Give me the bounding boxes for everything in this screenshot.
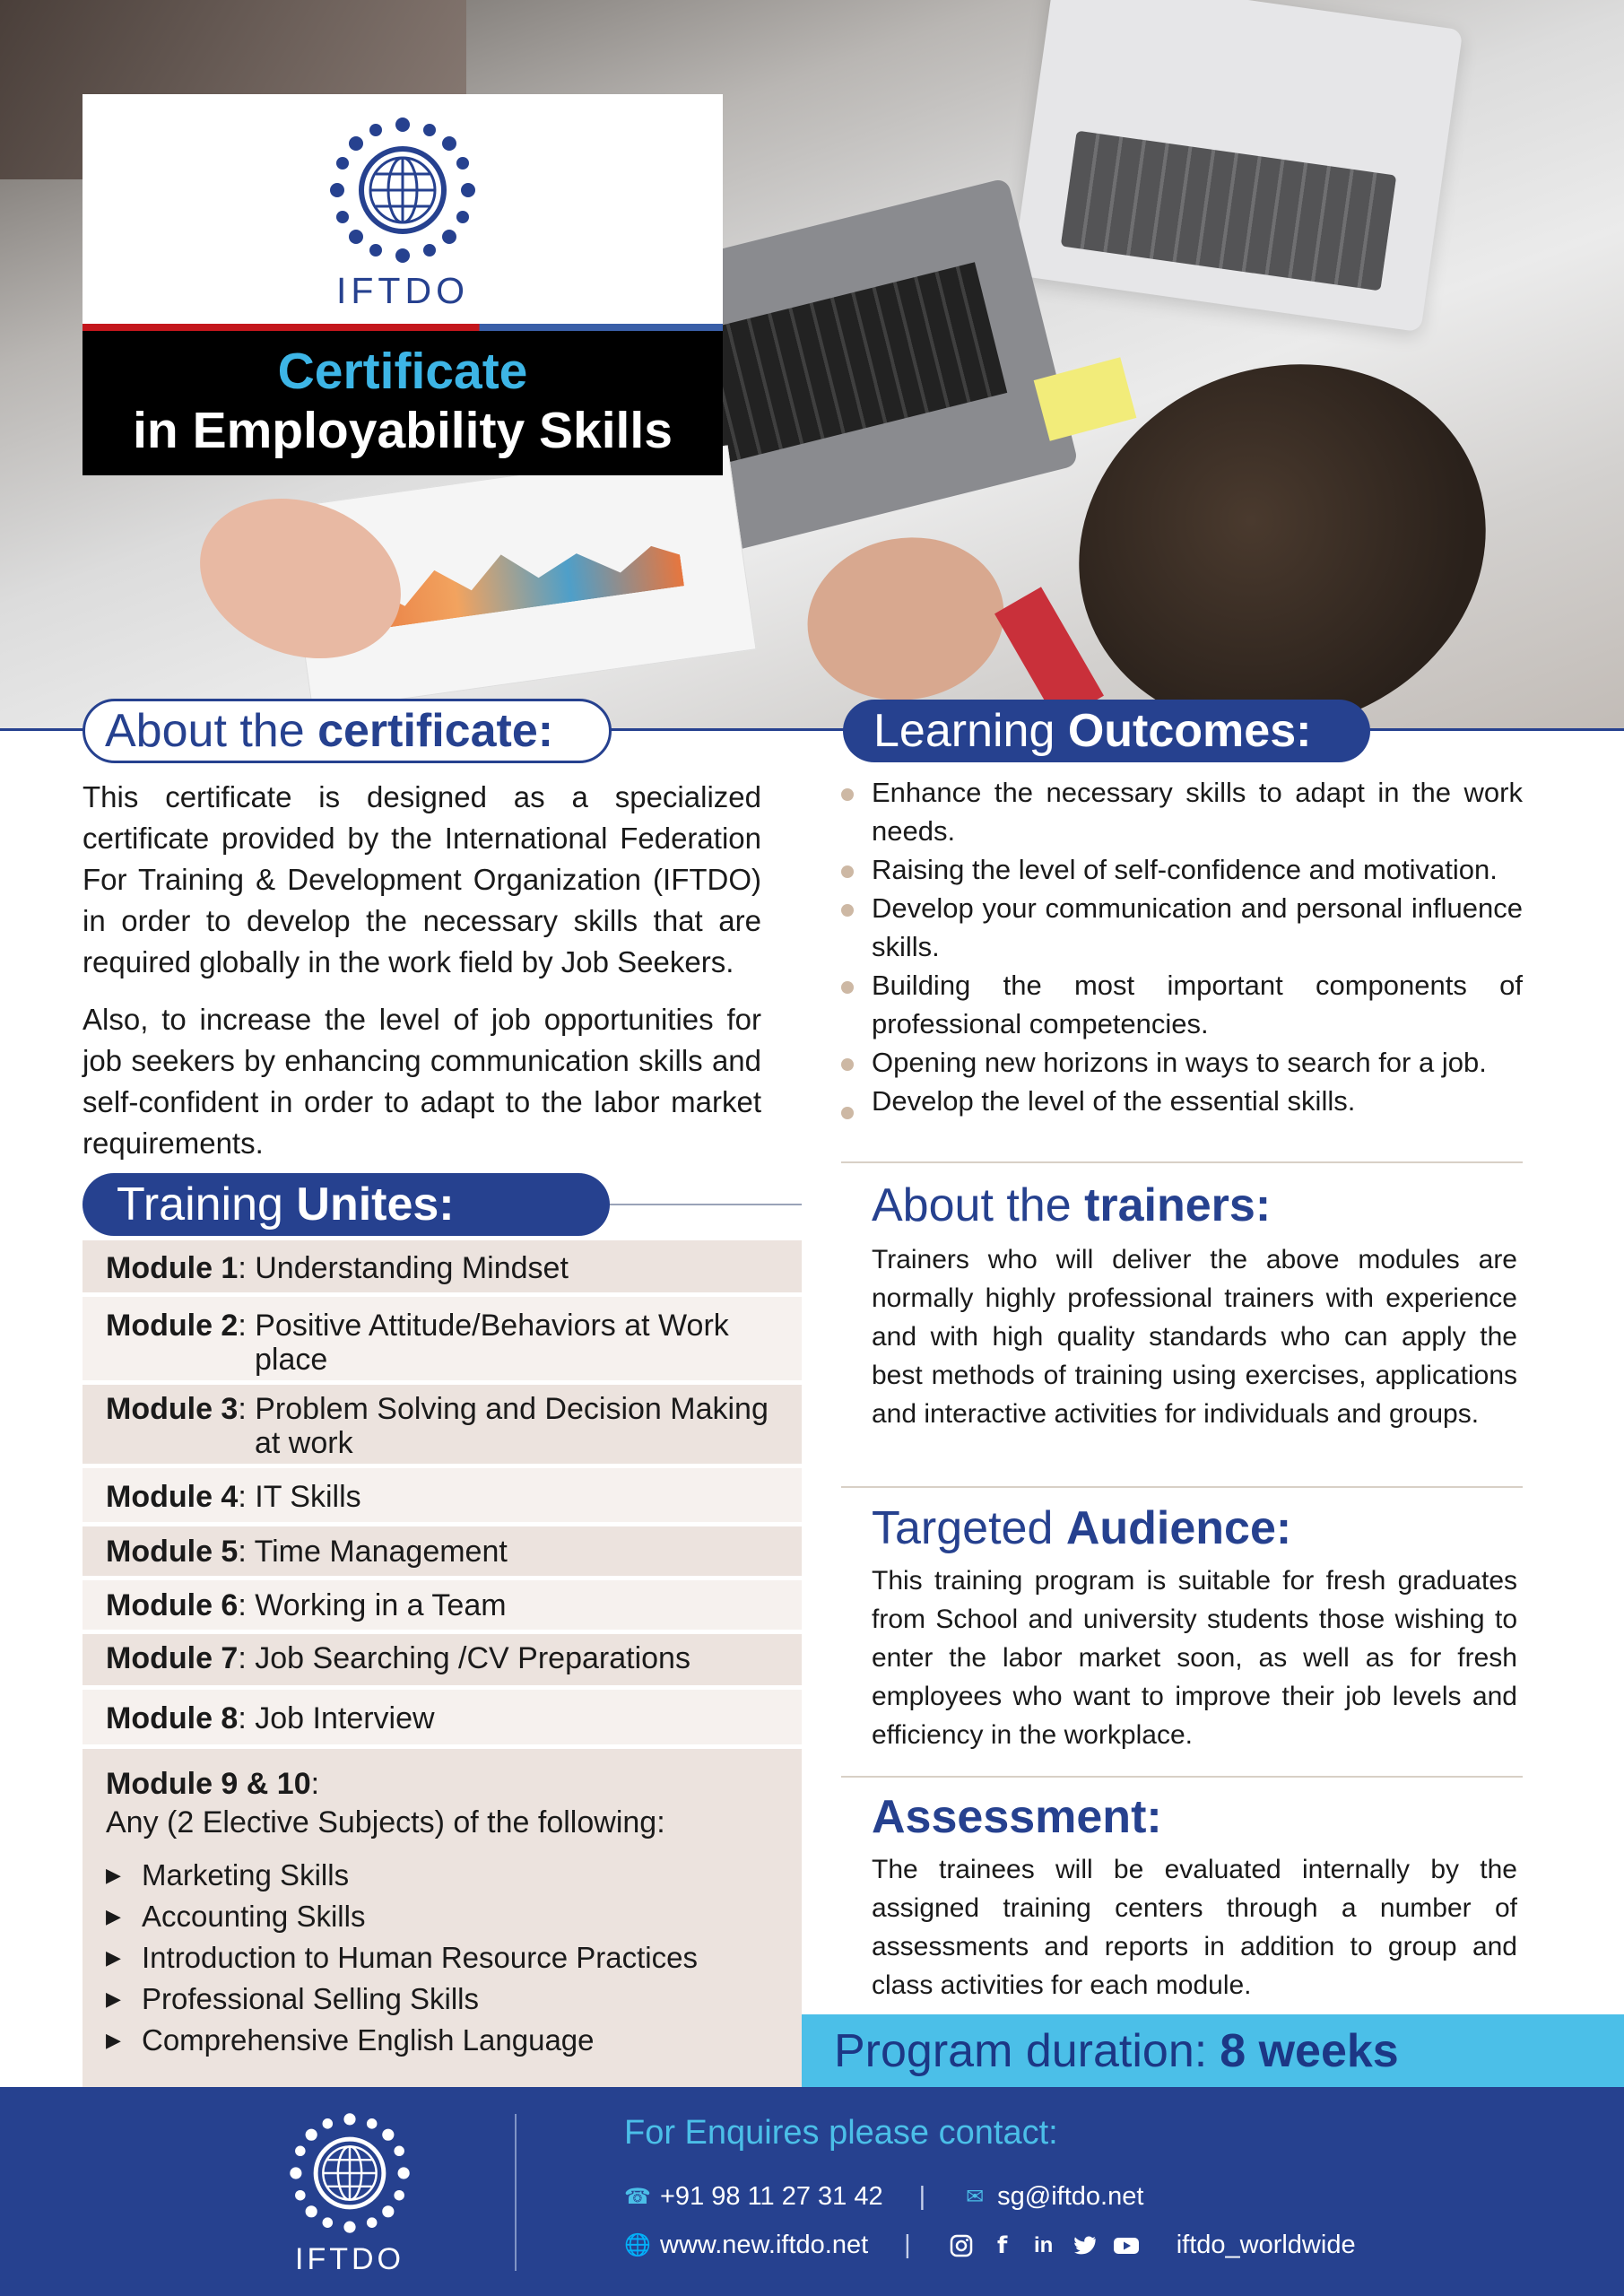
email-address[interactable]: sg@iftdo.net: [997, 2182, 1144, 2211]
module-9-10: Module 9 & 10: Any (2 Elective Subjects) of the following:: [106, 1767, 665, 1839]
list-item: ▶ Introduction to Human Resource Practices: [106, 1937, 698, 1979]
trainers-text: Trainers who will deliver the above modules are normally highly professional trainers with experience and with high quality standards who can apply the best methods of training using exercises, applications and interactive activities for individuals and groups.: [872, 1245, 1517, 1429]
separator: |: [918, 2182, 926, 2211]
heading-normal: Learning: [873, 705, 1055, 757]
about-certificate-heading: [83, 699, 612, 763]
bullet-dot-icon: [841, 1058, 854, 1071]
trainers-heading: About the trainers:: [872, 1179, 1272, 1231]
about-paragraph-1: This certificate is designed as a specialized certificate provided by the International Federation For Training & Development Organization (IFTDO) in order to develop the necessary skills that are required globally in the work field by Job Seekers.: [83, 780, 761, 978]
learning-outcomes-heading: [843, 700, 1370, 762]
contact-heading: For Enquires please contact:: [624, 2114, 1058, 2152]
title-card: [83, 94, 723, 475]
social-handle[interactable]: iftdo_worldwide: [1176, 2231, 1356, 2259]
electives-list: [106, 1855, 698, 2061]
card-divider-lines: [83, 324, 723, 331]
card-brand-name: IFTDO: [336, 270, 469, 311]
list-item: Develop the level of the essential skills.: [841, 1082, 1523, 1120]
phone-number[interactable]: +91 98 11 27 31 42: [660, 2182, 883, 2211]
title-line1: Certificate: [277, 343, 528, 400]
module-2: Module 2: Positive Attitude/Behaviors at Work place: [106, 1309, 729, 1377]
assessment-heading: Assessment:: [872, 1791, 1162, 1843]
list-item: Enhance the necessary skills to adapt in the work needs.: [841, 773, 1523, 850]
linkedin-icon[interactable]: in: [1034, 2232, 1054, 2257]
globe-icon: 🌐: [624, 2233, 651, 2257]
about-paragraph-2: Also, to increase the level of job opportunities for job seekers by enhancing communication skills and self-confident in order to adapt to the labor market requirements.: [83, 1003, 761, 1160]
heading-bold: certificate:: [317, 705, 554, 757]
contact-row-2: [624, 2231, 1356, 2260]
website-link[interactable]: www.new.iftdo.net: [660, 2231, 869, 2259]
module-1: Module 1: Understanding Mindset: [106, 1251, 569, 1285]
module-7: Module 7: Job Searching /CV Preparations: [106, 1641, 690, 1675]
audience-heading: Targeted Audience:: [872, 1502, 1292, 1554]
heading-bold: Outcomes:: [1067, 705, 1312, 757]
section-rule: [841, 1161, 1523, 1163]
email-icon: ✉: [966, 2185, 985, 2209]
bullet-dot-icon: [841, 904, 854, 917]
list-item: ▶ Comprehensive English Language: [106, 2020, 698, 2061]
program-duration: Program duration: 8 weeks: [802, 2014, 1624, 2087]
section-rule: [841, 1486, 1523, 1488]
triangle-bullet-icon: ▶: [106, 2029, 121, 2051]
list-item: Raising the level of self-confidence and motivation.: [841, 850, 1523, 889]
iftdo-logo-icon: [326, 114, 479, 266]
list-item: ▶ Marketing Skills: [106, 1855, 698, 1896]
bullet-dot-icon: [841, 788, 854, 801]
facebook-icon[interactable]: f: [997, 2231, 1008, 2259]
list-item: ▶ Accounting Skills: [106, 1896, 698, 1937]
phone-icon: ☎: [624, 2185, 651, 2209]
title-line2: in Employability Skills: [133, 402, 673, 459]
module-6: Module 6: Working in a Team: [106, 1588, 507, 1622]
list-item: Develop your communication and personal influence skills.: [841, 889, 1523, 966]
module-8: Module 8: Job Interview: [106, 1701, 435, 1735]
heading-normal: About the: [105, 705, 305, 757]
bullet-dot-icon: [841, 865, 854, 878]
module-3: Module 3: Problem Solving and Decision Making at work: [106, 1392, 769, 1460]
triangle-bullet-icon: ▶: [106, 1905, 121, 1927]
triangle-bullet-icon: ▶: [106, 1864, 121, 1886]
triangle-bullet-icon: ▶: [106, 1946, 121, 1969]
footer-divider: [515, 2114, 517, 2271]
footer-logo: [282, 2110, 417, 2277]
footer-brand-name: IFTDO: [295, 2242, 404, 2276]
assessment-text: The trainees will be evaluated internally by the assigned training centers through a number of assessments and reports in addition to group and class activities for each module.: [872, 1855, 1517, 2000]
list-item: ▶ Professional Selling Skills: [106, 1979, 698, 2020]
triangle-bullet-icon: ▶: [106, 1987, 121, 2010]
twitter-icon[interactable]: [1071, 2231, 1099, 2260]
contact-row-1: [624, 2182, 1143, 2212]
audience-text: This training program is suitable for fresh graduates from School and university students those wishing to enter the labor market soon, as well as for fresh employees who want to improve their job levels and efficiency in the workplace.: [872, 1566, 1517, 1750]
module-5: Module 5: Time Management: [106, 1535, 508, 1569]
iftdo-logo-icon: [287, 2110, 413, 2236]
bullet-dot-icon: [841, 981, 854, 994]
bullet-dot-icon: [841, 1107, 854, 1119]
youtube-icon[interactable]: [1112, 2231, 1141, 2260]
about-certificate-text: [83, 777, 761, 1180]
section-rule: [841, 1776, 1523, 1778]
module-4: Module 4: IT Skills: [106, 1480, 361, 1514]
instagram-icon[interactable]: [947, 2231, 976, 2260]
training-units-heading: Training Unites:: [83, 1173, 610, 1236]
footer: [0, 2087, 1624, 2296]
list-item: Building the most important components of professional competencies.: [841, 966, 1523, 1043]
learning-outcomes-list: [841, 773, 1523, 1120]
list-item: Opening new horizons in ways to search for a job.: [841, 1043, 1523, 1082]
separator: |: [904, 2231, 911, 2259]
